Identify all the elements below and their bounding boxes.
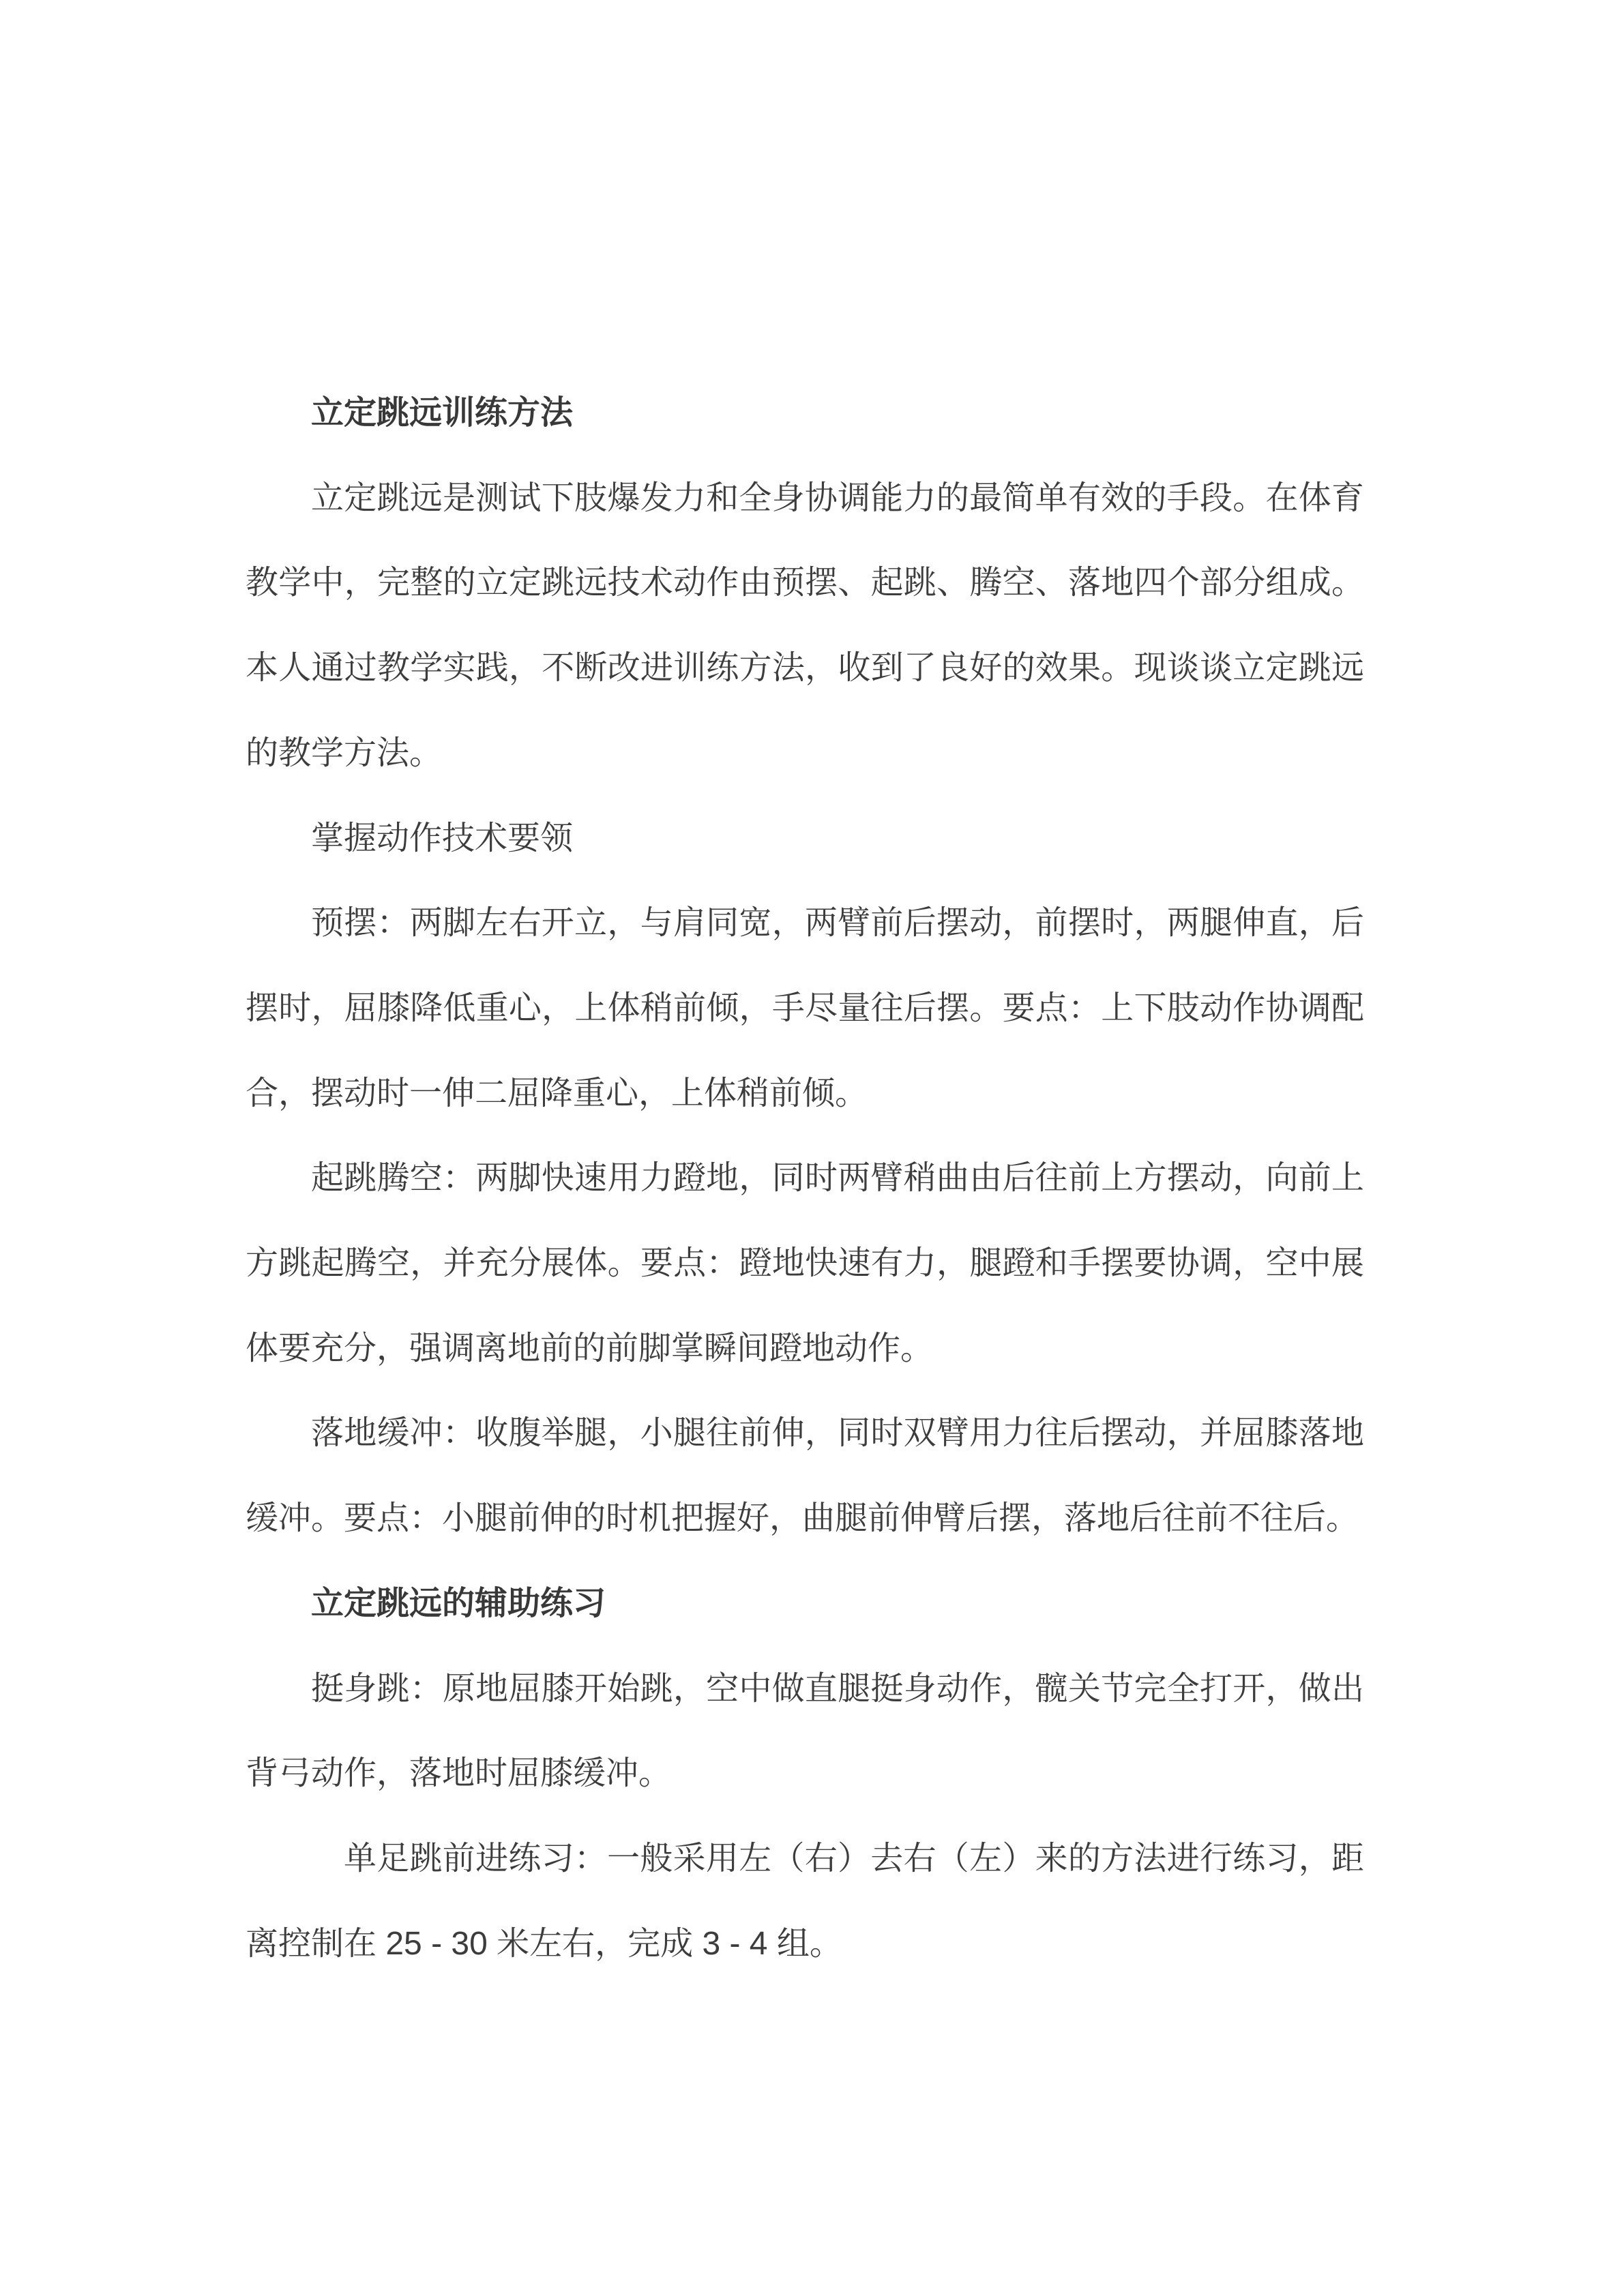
paragraph-single-foot-hop: 单足跳前进练习：一般采用左（右）去右（左）来的方法进行练习，距离控制在 25 - 30 米左右，完成 3 - 4 组。 — [246, 1840, 1364, 1962]
paragraph-landing-cushion: 落地缓冲：收腹举腿，小腿往前伸，同时双臂用力往后摆动，并屈膝落地缓冲。要点：小腿前伸的时机把握好，曲腿前伸臂后摆，落地后往前不往后。 — [246, 1415, 1364, 1537]
paragraph-straight-body-jump: 挺身跳：原地屈膝开始跳，空中做直腿挺身动作，髋关节完全打开，做出背弓动作，落地时屈膝缓冲。 — [246, 1670, 1364, 1792]
paragraph-pre-swing: 预摆：两脚左右开立，与肩同宽，两臂前后摆动，前摆时，两腿伸直，后摆时，屈膝降低重心，上体稍前倾，手尽量往后摆。要点：上下肢动作协调配合，摆动时一伸二屈降重心，上体稍前倾。 — [246, 905, 1364, 1112]
subheading-technique-essentials: 掌握动作技术要领 — [311, 820, 574, 856]
doc-title: 立定跳远训练方法 — [311, 395, 574, 431]
paragraph-introduction: 立定跳远是测试下肢爆发力和全身协调能力的最简单有效的手段。在体育教学中，完整的立定跳远技术动作由预摆、起跳、腾空、落地四个部分组成。本人通过教学实践，不断改进训练方法，收到了良好的效果。现谈谈立定跳远的教学方法。 — [246, 479, 1364, 771]
section-heading-auxiliary-practice: 立定跳远的辅助练习 — [311, 1585, 606, 1622]
paragraph-takeoff-flight: 起跳腾空：两脚快速用力蹬地，同时两臂稍曲由后往前上方摆动，向前上方跳起腾空，并充分展体。要点：蹬地快速有力，腿蹬和手摆要协调，空中展体要充分，强调离地前的前脚掌瞬间蹬地动作。 — [246, 1160, 1364, 1367]
